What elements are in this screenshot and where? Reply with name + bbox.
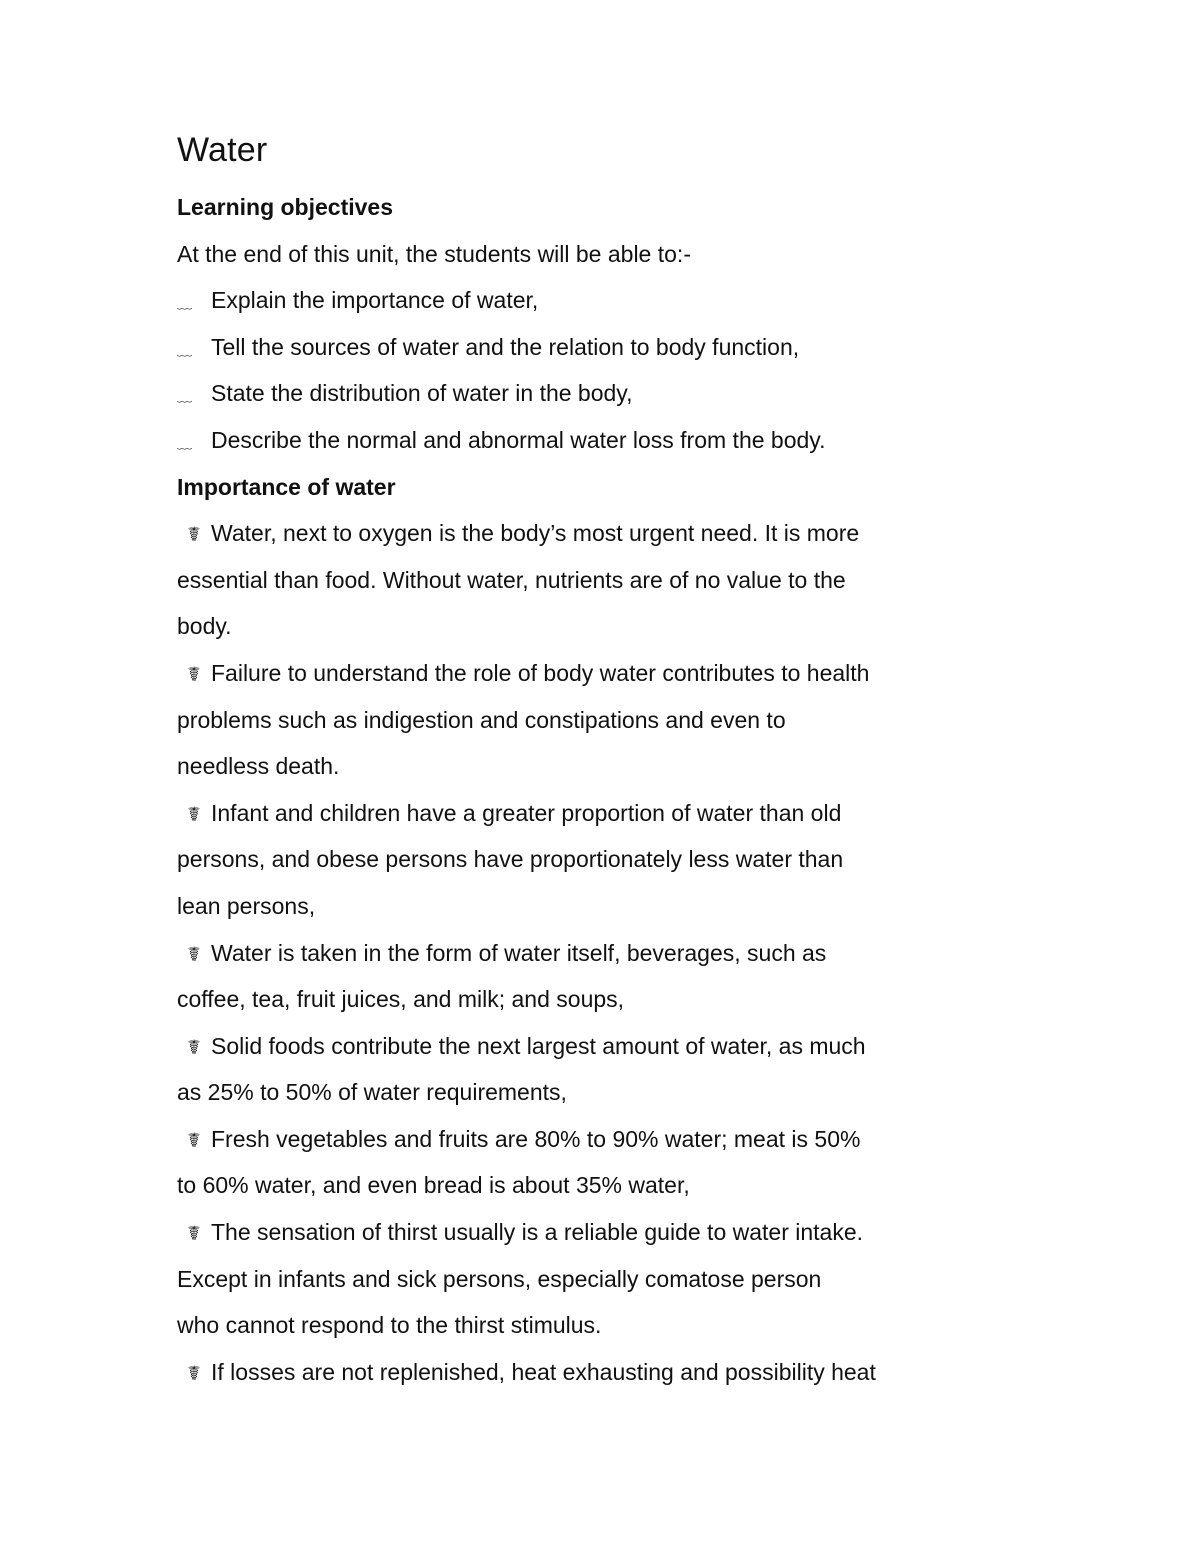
importance-point <box>177 1116 977 1163</box>
wave-bullet-icon: ﹏ <box>177 295 193 313</box>
importance-continuation <box>177 603 977 650</box>
importance-text: essential than food. Without water, nutrients are of no value to the <box>177 566 846 593</box>
importance-text: Failure to understand the role of body water contributes to health <box>211 659 870 686</box>
importance-continuation <box>177 976 977 1023</box>
importance-point <box>177 1209 977 1256</box>
objectives-heading: Learning objectives <box>177 194 394 220</box>
importance-text: problems such as indigestion and constipations and even to <box>177 706 786 733</box>
wave-bullet-icon: ﹏ <box>177 434 193 452</box>
objective-item <box>177 324 977 371</box>
importance-text: needless death. <box>177 753 340 780</box>
importance-continuation <box>177 697 977 744</box>
objective-item <box>177 277 977 324</box>
caduceus-bullet-icon: ☤ <box>187 1362 201 1385</box>
importance-continuation <box>177 883 977 930</box>
importance-point <box>177 1023 977 1070</box>
wave-bullet-icon: ﹏ <box>177 388 193 406</box>
importance-continuation <box>177 557 977 604</box>
caduceus-bullet-icon: ☤ <box>187 663 201 686</box>
importance-text: Fresh vegetables and fruits are 80% to 90% water; meat is 50% <box>211 1125 861 1152</box>
importance-text: coffee, tea, fruit juices, and milk; and soups, <box>177 986 625 1013</box>
objectives-list <box>177 277 977 463</box>
objective-item <box>177 370 977 417</box>
importance-text: who cannot respond to the thirst stimulus. <box>177 1312 602 1339</box>
importance-text: persons, and obese persons have proportionately less water than <box>177 846 844 873</box>
importance-text: Solid foods contribute the next largest amount of water, as much <box>211 1032 866 1059</box>
caduceus-bullet-icon: ☤ <box>187 524 201 547</box>
objectives-intro: At the end of this unit, the students will be able to:- <box>177 240 691 267</box>
importance-text: Infant and children have a greater proportion of water than old <box>211 799 842 826</box>
importance-list <box>177 510 977 1395</box>
importance-text: Water, next to oxygen is the body’s most urgent need. It is more <box>211 520 860 547</box>
importance-text: If losses are not replenished, heat exhausting and possibility heat <box>211 1358 876 1385</box>
importance-text: Water is taken in the form of water itself, beverages, such as <box>211 939 827 966</box>
caduceus-bullet-icon: ☤ <box>187 943 201 966</box>
importance-continuation <box>177 1162 977 1209</box>
importance-continuation <box>177 1256 977 1303</box>
importance-continuation <box>177 1302 977 1349</box>
importance-text: The sensation of thirst usually is a reliable guide to water intake. <box>211 1219 864 1246</box>
importance-text: lean persons, <box>177 892 316 919</box>
document-body <box>177 128 977 1395</box>
importance-heading: Importance of water <box>177 473 396 500</box>
objective-text: Tell the sources of water and the relation to body function, <box>211 333 800 360</box>
page-title: Water <box>177 131 268 169</box>
importance-point <box>177 510 977 557</box>
importance-point <box>177 790 977 837</box>
objective-text: Describe the normal and abnormal water loss from the body. <box>211 426 826 453</box>
objective-text: State the distribution of water in the body, <box>211 380 633 407</box>
importance-continuation <box>177 1069 977 1116</box>
objective-text: Explain the importance of water, <box>211 287 539 314</box>
caduceus-bullet-icon: ☤ <box>187 803 201 826</box>
importance-text: to 60% water, and even bread is about 35% water, <box>177 1172 690 1199</box>
importance-point <box>177 930 977 977</box>
wave-bullet-icon: ﹏ <box>177 341 193 359</box>
importance-text: body. <box>177 613 232 640</box>
caduceus-bullet-icon: ☤ <box>187 1036 201 1059</box>
caduceus-bullet-icon: ☤ <box>187 1129 201 1152</box>
importance-continuation <box>177 836 977 883</box>
importance-point <box>177 650 977 697</box>
importance-point <box>177 1349 977 1396</box>
importance-text: as 25% to 50% of water requirements, <box>177 1079 567 1106</box>
importance-text: Except in infants and sick persons, especially comatose person <box>177 1265 822 1292</box>
objective-item <box>177 417 977 464</box>
importance-continuation <box>177 743 977 790</box>
caduceus-bullet-icon: ☤ <box>187 1223 201 1246</box>
